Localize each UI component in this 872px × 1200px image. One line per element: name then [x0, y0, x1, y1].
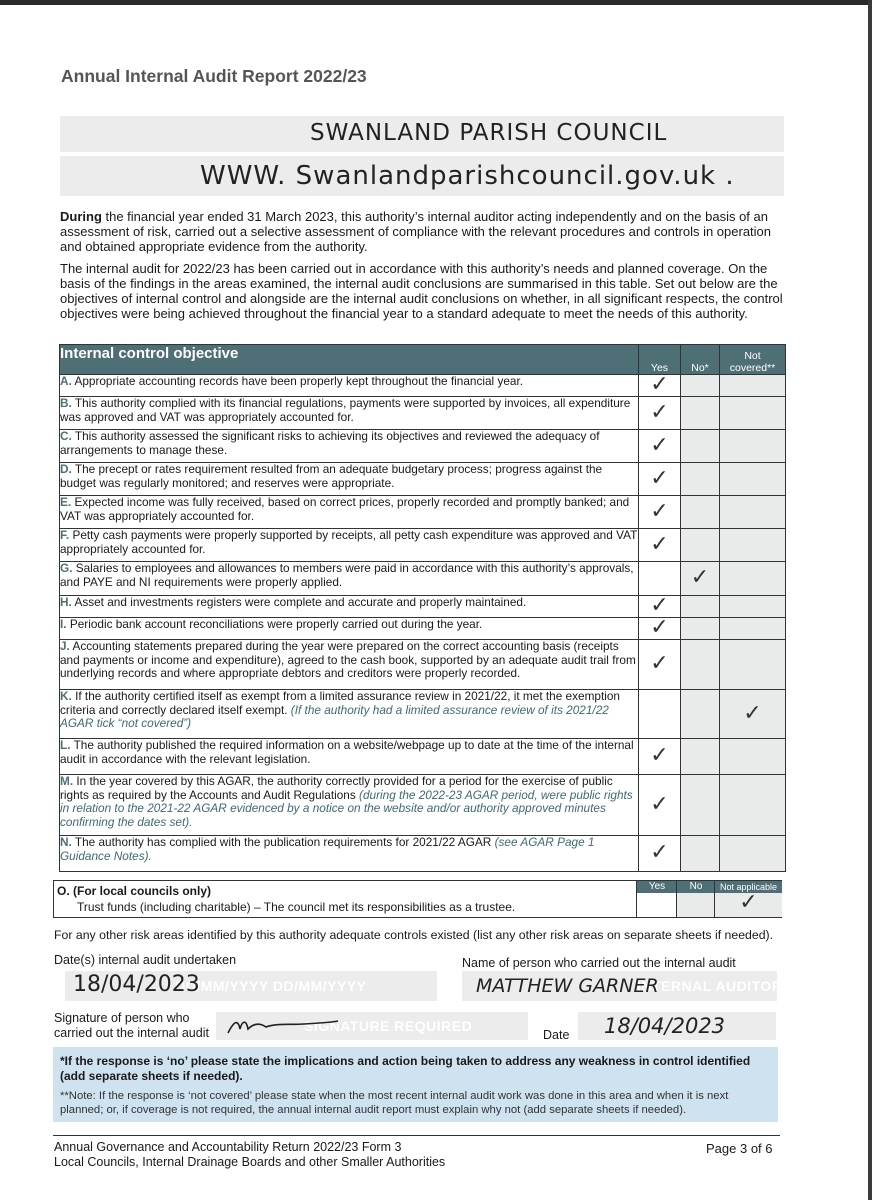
yes-cell: [639, 775, 681, 836]
checkmark-icon: ✓: [650, 432, 669, 458]
objective-letter: J.: [60, 639, 70, 653]
objective-cell: [60, 562, 639, 596]
yes-cell: [639, 397, 681, 430]
page-title: Annual Internal Audit Report 2022/23: [61, 66, 367, 86]
objective-letter: K.: [60, 689, 72, 703]
section-o-no-cell: [677, 893, 715, 917]
objective-cell: [60, 496, 639, 529]
section-o-answer-columns: [636, 881, 781, 917]
objective-cell: [60, 640, 639, 690]
no-cell: [681, 375, 720, 397]
objective-text: Periodic bank account reconciliations were properly carried out during the year.: [69, 617, 483, 631]
objective-cell: [60, 375, 639, 397]
checkmark-icon: ✓: [650, 615, 669, 640]
objective-text: This authority complied with its financial regulations, payments were supported by invoices, all expenditure was approved and VAT was appropriately accounted for.: [60, 396, 631, 424]
dates-label: Date(s) internal audit undertaken: [54, 953, 237, 967]
page-number: Page 3 of 6: [706, 1141, 773, 1156]
checkmark-icon: ✓: [650, 743, 669, 768]
no-cell: [681, 596, 720, 618]
objective-cell: [60, 596, 639, 618]
no-cell: [681, 496, 720, 529]
signature-label-2: carried out the internal audit: [54, 1026, 209, 1040]
no-cell: [681, 529, 720, 562]
checkmark-icon: ✓: [650, 399, 669, 425]
scan-edge-top: [0, 0, 872, 5]
dates-value: 18/04/2023: [73, 972, 200, 997]
auditor-name-placeholder: INTERNAL AUDITOR: [637, 978, 783, 994]
no-cell: [681, 690, 720, 739]
table-row: [60, 496, 786, 529]
auditor-name-field: [462, 971, 783, 1001]
table-row: [60, 529, 786, 562]
nc-cell: [720, 529, 786, 562]
section-o-na-header: Not applicable: [715, 881, 782, 893]
no-cell: [681, 397, 720, 430]
checkmark-icon: ✓: [650, 498, 669, 524]
objective-letter: H.: [60, 595, 72, 609]
nc-cell: [720, 596, 786, 618]
yes-cell: [639, 562, 681, 596]
no-cell: [681, 463, 720, 496]
objective-cell: [60, 618, 639, 640]
table-row: [60, 562, 786, 596]
objective-text: Expected income was fully received, based on correct prices, properly recorded and promptly banked; and VAT was appropriately accounted for.: [60, 495, 630, 523]
nc-cell: [720, 463, 786, 496]
yes-cell: [639, 496, 681, 529]
nc-cell: [720, 775, 786, 836]
footer-form: [54, 1140, 445, 1170]
table-row: [60, 618, 786, 640]
not-covered-label-2: covered**: [729, 362, 776, 374]
footer-divider: [53, 1135, 780, 1136]
intro-text-1: the financial year ended 31 March 2023, this authority’s internal auditor acting independently and on the basis of an assessment of risk, carried out a selective assessment of compliance with the relevant procedures and controls in operation and obtained appropriate evidence from the authority.: [60, 209, 772, 254]
objective-text: In the year covered by this AGAR, the authority correctly provided for a period for the exercise of public rights as required by the Accounts and Audit Regulations: [60, 774, 613, 802]
table-row: [60, 463, 786, 496]
no-cell: [681, 739, 720, 775]
yes-cell: [639, 372, 681, 397]
scan-edge-right: [868, 0, 872, 1200]
objective-text: This authority assessed the significant risks to achieving its objectives and reviewed the adequacy of arrangements to manage these.: [60, 429, 600, 457]
objective-note: (during the 2022-23 AGAR period, were public rights in relation to the 2021-22 AGAR evidenced by a notice on the website and/or authority approved minutes confirming the dates set).: [60, 787, 633, 829]
yes-column-header: Yes: [639, 345, 681, 375]
objective-text: The precept or rates requirement resulted from an adequate budgetary process; progress against the budget was regularly monitored; and reserves were appropriate.: [60, 462, 603, 490]
table-row: [60, 375, 786, 397]
yes-cell: [639, 690, 681, 739]
objective-letter: E.: [60, 495, 72, 509]
yes-cell: [639, 836, 681, 872]
section-o-yes-cell: [637, 893, 677, 917]
table-row: [60, 775, 786, 836]
nc-cell: [720, 618, 786, 640]
intro-paragraph-2: The internal audit for 2022/23 has been carried out in accordance with this authority’s needs and planned coverage. On the basis of the findings in the areas examined, the internal audit conclusions are summarised in this table. Set out below are the objectives of internal control and alongside are the internal audit conclusions on whether, in all significant respects, the control objectives were being achieved throughout the financial year to a standard adequate to meet the needs of this authority.: [60, 261, 783, 321]
objective-cell: [60, 690, 639, 739]
objective-text: Appropriate accounting records have been properly kept throughout the financial year.: [74, 374, 524, 388]
signature-field: [216, 1012, 528, 1040]
objective-cell: [60, 463, 639, 496]
auditor-name-value: MATTHEW GARNER: [476, 975, 659, 997]
objective-letter: A.: [60, 374, 72, 388]
objective-cell: [60, 430, 639, 463]
objective-text: The authority published the required information on a website/webpage up to date at the time of the internal audit in accordance with the relevant legislation.: [60, 738, 634, 766]
no-cell: [681, 640, 720, 690]
checkmark-icon: ✓: [650, 791, 669, 817]
authority-website: WWW. Swanlandparishcouncil.gov.uk .: [200, 161, 735, 191]
intro-bold-word: During: [60, 209, 102, 224]
yes-cell: [639, 739, 681, 775]
other-risk-text: For any other risk areas identified by this authority adequate controls existed (list any other risk areas on separate sheets if needed).: [54, 928, 774, 942]
dates-placeholder: DD/MM/YYYY DD/MM/YYYY: [175, 978, 367, 994]
nc-cell: [720, 397, 786, 430]
objective-text: Asset and investments registers were complete and accurate and properly maintained.: [74, 595, 527, 609]
checkmark-icon: ✓: [650, 465, 669, 491]
objective-text: The authority has complied with the publication requirements for 2021/22 AGAR: [74, 835, 492, 849]
checkmark-icon: ✓: [650, 531, 669, 557]
yes-cell: [639, 529, 681, 562]
date-label: Date: [543, 1028, 570, 1042]
notes-box: [53, 1047, 778, 1122]
objective-letter: D.: [60, 462, 72, 476]
objective-cell: [60, 739, 639, 775]
nc-cell: [720, 836, 786, 872]
section-o-no-header: No: [677, 881, 715, 893]
no-cell: [681, 836, 720, 872]
yes-cell: [639, 430, 681, 463]
objective-letter: G.: [60, 561, 73, 575]
authority-name: SWANLAND PARISH COUNCIL: [310, 120, 668, 146]
signature-label: [54, 1011, 209, 1041]
footer-line-1: Annual Governance and Accountability Return 2022/23 Form 3: [54, 1140, 402, 1154]
checkmark-icon: ✓: [650, 372, 669, 397]
checkmark-icon: ✓: [690, 565, 710, 590]
checkmark-icon: ✓: [739, 890, 758, 915]
note-not-covered: **Note: If the response is ‘not covered’ please state when the most recent internal audit work was done in this area and when it is next planned; or, if coverage is not required, the annual internal audit report must explain why not (add separate sheets if needed).: [60, 1090, 729, 1116]
authority-name-field: [60, 116, 784, 152]
objective-cell: [60, 529, 639, 562]
internal-control-table: [59, 344, 786, 872]
no-cell: [681, 618, 720, 640]
signature-label-1: Signature of person who: [54, 1011, 190, 1025]
table-row: [60, 690, 786, 739]
objective-text: Petty cash payments were properly supported by receipts, all petty cash expenditure was approved and VAT appropriately accounted for.: [60, 528, 638, 556]
section-o-title: O. (For local councils only): [57, 884, 212, 898]
nc-cell: [720, 739, 786, 775]
note-no-response: *If the response is ‘no’ please state the implications and action being taken to address any weakness in control identified (add separate sheets if needed).: [60, 1054, 751, 1083]
nc-cell: [720, 375, 786, 397]
section-o-text: [57, 883, 515, 915]
objective-cell: [60, 836, 639, 872]
checkmark-icon: ✓: [743, 700, 762, 726]
not-covered-label-1: Not: [744, 350, 761, 362]
section-o-yes-header: Yes: [637, 881, 677, 893]
objective-letter: C.: [60, 429, 72, 443]
nc-cell: [720, 690, 786, 739]
nc-cell: [720, 496, 786, 529]
date-field: [578, 1012, 776, 1040]
table-row: [60, 430, 786, 463]
objective-cell: [60, 397, 639, 430]
nc-cell: [720, 640, 786, 690]
not-covered-column-header: [720, 345, 786, 375]
objective-text: Accounting statements prepared during the year were prepared on the correct accounting basis (receipts and payments or income and expenditure), agreed to the cash book, supported by an adequate audit trail from underlying records and where appropriate debtors and creditors were properly recorded.: [60, 639, 636, 680]
no-column-header: No*: [681, 345, 720, 375]
checkmark-icon: ✓: [650, 651, 669, 676]
table-row: [60, 397, 786, 430]
signature-placeholder: SIGNATURE REQUIRED: [304, 1018, 473, 1034]
objective-letter: I.: [60, 617, 67, 631]
auditor-name-label: Name of person who carried out the internal audit: [462, 956, 736, 970]
signature-image: [224, 1015, 344, 1037]
checkmark-icon: ✓: [650, 840, 669, 865]
table-row: [60, 640, 786, 690]
objective-letter: M.: [60, 774, 74, 788]
date-value: 18/04/2023: [604, 1014, 726, 1038]
nc-cell: [720, 562, 786, 596]
objective-letter: N.: [60, 835, 72, 849]
table-row: [60, 596, 786, 618]
checkmark-icon: ✓: [650, 593, 669, 618]
section-o-na-cell: [715, 890, 782, 917]
section-o-no-column: [676, 881, 715, 917]
nc-cell: [720, 430, 786, 463]
objective-column-header: Internal control objective: [60, 345, 639, 375]
section-o-description: Trust funds (including charitable) – The council met its responsibilities as a trustee.: [77, 900, 516, 914]
no-cell: [681, 430, 720, 463]
objective-text: If the authority certified itself as exempt from a limited assurance review in 2021/22, it met the exemption criteria and correctly declared itself exempt.: [60, 689, 620, 717]
table-row: [60, 836, 786, 872]
dates-field: [65, 971, 437, 1001]
no-cell: [681, 775, 720, 836]
yes-cell: [639, 463, 681, 496]
objective-cell: [60, 775, 639, 836]
table-row: [60, 739, 786, 775]
objective-note: (If the authority had a limited assurance review of its 2021/22 AGAR tick “not covered”): [60, 702, 609, 730]
footer-line-2: Local Councils, Internal Drainage Boards and other Smaller Authorities: [54, 1155, 446, 1169]
section-o-box: [53, 880, 782, 918]
authority-website-field: [60, 156, 784, 196]
objective-letter: F.: [60, 528, 70, 542]
objective-letter: L.: [60, 738, 71, 752]
no-cell: [681, 562, 720, 596]
yes-cell: [639, 640, 681, 690]
yes-cell: [639, 615, 681, 640]
objective-text: Salaries to employees and allowances to members were paid in accordance with this authority’s approvals, and PAYE and NI requirements were properly applied.: [60, 561, 634, 589]
intro-paragraph-1: [60, 209, 785, 254]
objective-letter: B.: [60, 396, 72, 410]
objective-note: (see AGAR Page 1 Guidance Notes).: [60, 835, 595, 863]
section-o-na-column: [714, 881, 782, 917]
section-o-yes-column: [636, 881, 677, 917]
